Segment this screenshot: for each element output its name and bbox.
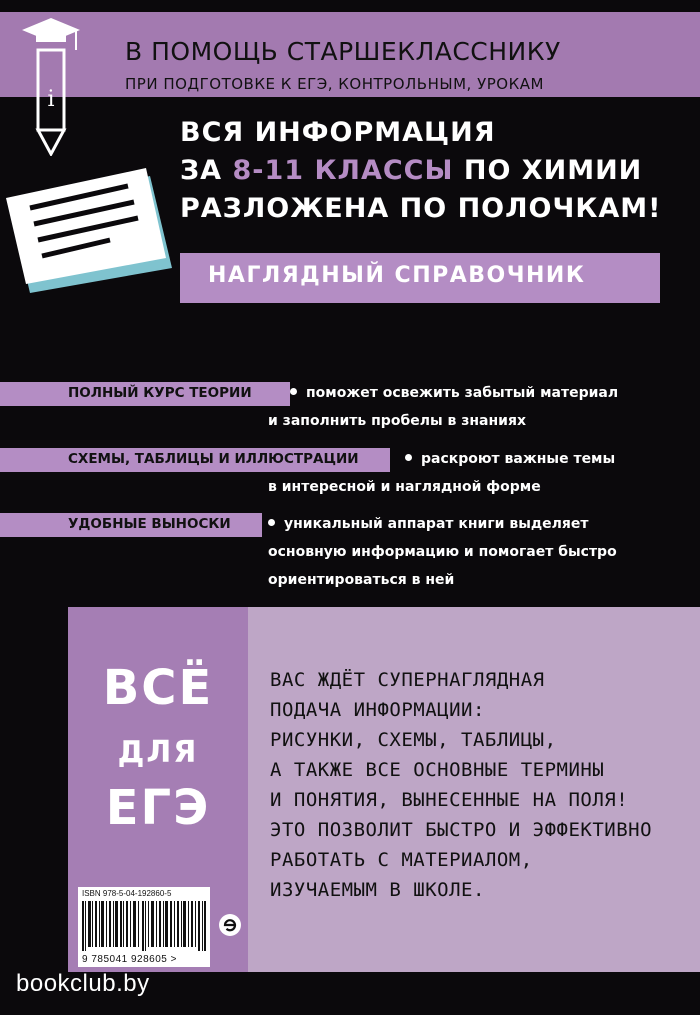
feature-desc-line: основную информацию и помогает быстро [268,544,617,560]
bullet-dot-icon [290,388,297,395]
barcode [78,887,210,967]
feature-label: УДОБНЫЕ ВЫНОСКИ [68,516,231,532]
description-line: А ТАКЖЕ ВСЕ ОСНОВНЫЕ ТЕРМИНЫ [270,759,605,781]
publisher-logo-icon [218,913,242,937]
feature-bar-callouts [0,513,262,537]
bullet-dot-icon [268,519,275,526]
description-line: РАБОТАТЬ С МАТЕРИАЛОМ, [270,849,533,871]
feature-bar-theory [0,382,290,406]
barcode-number: 9 785041 928605 > [82,954,177,965]
strip-label: НАГЛЯДНЫЙ СПРАВОЧНИК [208,263,586,288]
feature-label: ПОЛНЫЙ КУРС ТЕОРИИ [68,385,252,401]
description-line: ЭТО ПОЗВОЛИТ БЫСТРО И ЭФФЕКТИВНО [270,819,653,841]
slogan-line-2: ЗА 8-11 КЛАССЫ ПО ХИМИИ [180,155,643,186]
description-line: ПОДАЧА ИНФОРМАЦИИ: [270,699,485,721]
badge-word-2: ДЛЯ [117,735,199,770]
description-line: ВАС ЖДЁТ СУПЕРНАГЛЯДНАЯ [270,669,545,691]
description-line: РИСУНКИ, СХЕМЫ, ТАБЛИЦЫ, [270,729,557,751]
isbn-text: ISBN 978-5-04-192860-5 [82,889,172,898]
slogan-line-3: РАЗЛОЖЕНА ПО ПОЛОЧКАМ! [180,193,662,224]
open-book-icon [0,168,180,298]
feature-desc-line: уникальный аппарат книги выделяет [268,510,589,538]
svg-text:i: i [47,87,55,112]
description-line: И ПОНЯТИЯ, ВЫНЕСЕННЫЕ НА ПОЛЯ! [270,789,629,811]
slogan-line-1: ВСЯ ИНФОРМАЦИЯ [180,117,496,148]
feature-desc-line: ориентироваться в ней [268,572,455,588]
feature-label: СХЕМЫ, ТАБЛИЦЫ И ИЛЛЮСТРАЦИИ [68,451,359,467]
header-title: В ПОМОЩЬ СТАРШЕКЛАССНИКУ [125,37,561,66]
feature-desc-line: раскроют важные темы [405,445,615,473]
header-subtitle: ПРИ ПОДГОТОВКЕ К ЕГЭ, КОНТРОЛЬНЫМ, УРОКАМ [125,75,544,93]
slogan-accent: 8-11 КЛАССЫ [232,155,454,186]
badge-word-3: ЕГЭ [105,780,211,836]
feature-bar-schemes [0,448,390,472]
reference-strip [180,253,660,303]
pencil-graduation-cap-icon [20,16,82,156]
slogan [180,114,680,228]
bullet-dot-icon [405,454,412,461]
feature-desc-line: и заполнить пробелы в знаниях [268,413,526,429]
description-text [270,665,690,905]
feature-desc-line: в интересной и наглядной форме [268,479,541,495]
feature-desc-line: поможет освежить забытый материал [290,379,618,407]
header-banner [0,12,700,97]
watermark-text: bookclub.by [16,970,150,997]
badge-word-1: ВСЁ [102,660,214,716]
description-line: ИЗУЧАЕМЫМ В ШКОЛЕ. [270,879,485,901]
barcode-bars [82,901,206,951]
